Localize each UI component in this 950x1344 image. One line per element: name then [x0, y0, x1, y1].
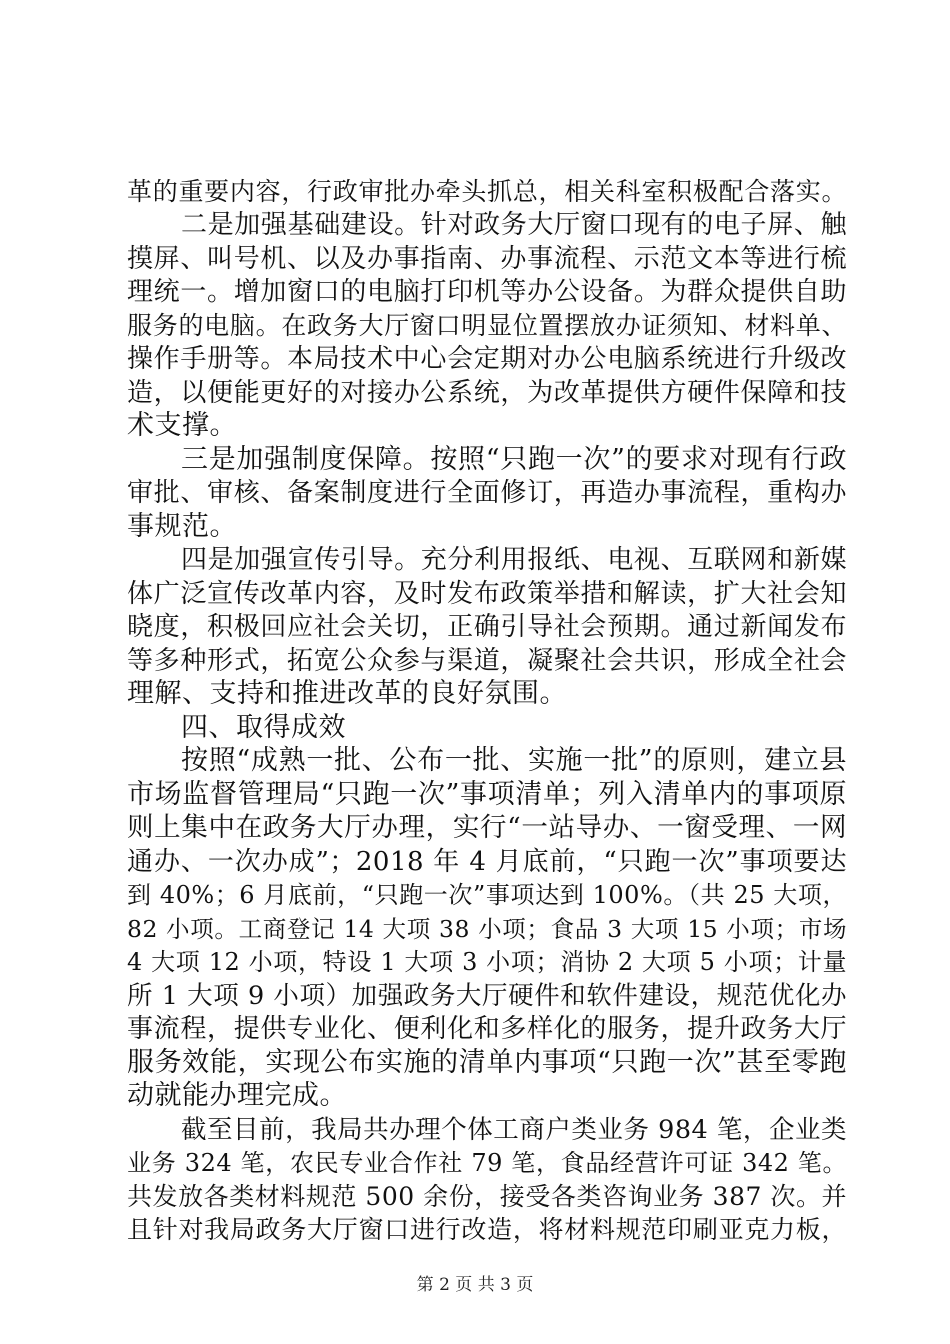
paragraph-first-line: 三是加强制度保障。按照“只跑一次”的要求对现有行政 — [181, 444, 847, 475]
text-line: 市场监督管理局“只跑一次”事项清单；列入清单内的事项原 — [127, 779, 847, 810]
text-line: 审批、审核、备案制度进行全面修订，再造办事流程，重构办 — [127, 478, 847, 508]
text-line: 且针对我局政务大厅窗口进行改造，将材料规范印刷亚克力板， — [127, 1215, 847, 1244]
text-line: 82 小项。工商登记 14 大项 38 小项；食品 3 大项 15 小项；市场 — [127, 915, 847, 943]
text-line: 共发放各类材料规范 500 余份，接受各类咨询业务 387 次。并 — [127, 1182, 847, 1211]
text-line: 理解、支持和推进改革的良好氛围。 — [127, 678, 567, 709]
text-line: 通办、一次办成”；2018 年 4 月底前，“只跑一次”事项要达 — [127, 847, 847, 877]
text-line: 等多种形式，拓宽公众参与渠道，凝聚社会共识，形成全社会 — [127, 646, 847, 676]
text-line: 理统一。增加窗口的电脑打印机等办公设备。为群众提供自助 — [127, 277, 847, 307]
paragraph-first-line: 四是加强宣传引导。充分利用报纸、电视、互联网和新媒 — [181, 545, 847, 575]
text-line: 造，以便能更好的对接办公系统，为改革提供方硬件保障和技 — [127, 378, 847, 408]
text-line: 服务效能，实现公布实施的清单内事项“只跑一次”甚至零跑 — [127, 1047, 847, 1078]
text-line: 术支撑。 — [127, 410, 237, 441]
text-line: 动就能办理完成。 — [127, 1080, 347, 1111]
text-line: 摸屏、叫号机、以及办事指南、办事流程、示范文本等进行梳 — [127, 244, 847, 274]
text-line: 4 大项 12 小项，特设 1 大项 3 小项；消协 2 大项 5 小项；计量 — [127, 948, 847, 976]
text-line: 服务的电脑。在政务大厅窗口明显位置摆放办证须知、材料单、 — [127, 311, 847, 340]
section-heading: 四、取得成效 — [181, 712, 346, 743]
text-line: 所 1 大项 9 小项）加强政务大厅硬件和软件建设，规范优化办 — [127, 981, 847, 1011]
text-line: 事流程，提供专业化、便利化和多样化的服务，提升政务大厅 — [127, 1014, 847, 1044]
text-line: 操作手册等。本局技术中心会定期对办公电脑系统进行升级改 — [127, 344, 847, 374]
text-line: 事规范。 — [127, 511, 237, 542]
paragraph-first-line: 截至目前，我局共办理个体工商户类业务 984 笔，企业类 — [181, 1115, 847, 1145]
text-line: 晓度，积极回应社会关切，正确引导社会预期。通过新闻发布 — [127, 612, 847, 642]
text-line: 到 40%；6 月底前，“只跑一次”事项达到 100%。（共 25 大项， — [127, 881, 847, 909]
paragraph-first-line: 二是加强基础建设。针对政务大厅窗口现有的电子屏、触 — [181, 210, 847, 240]
page-number-footer: 第 2 页 共 3 页 — [416, 1275, 534, 1295]
paragraph-first-line: 按照“成熟一批、公布一批、实施一批”的原则，建立县 — [181, 745, 847, 776]
text-line: 革的重要内容，行政审批办牵头抓总，相关科室积极配合落实。 — [127, 177, 847, 206]
text-line: 体广泛宣传改革内容，及时发布政策举措和解读，扩大社会知 — [127, 579, 847, 609]
text-line: 则上集中在政务大厅办理，实行“一站导办、一窗受理、一网 — [127, 812, 847, 843]
text-line: 业务 324 笔，农民专业合作社 79 笔，食品经营许可证 342 笔。 — [127, 1149, 847, 1177]
